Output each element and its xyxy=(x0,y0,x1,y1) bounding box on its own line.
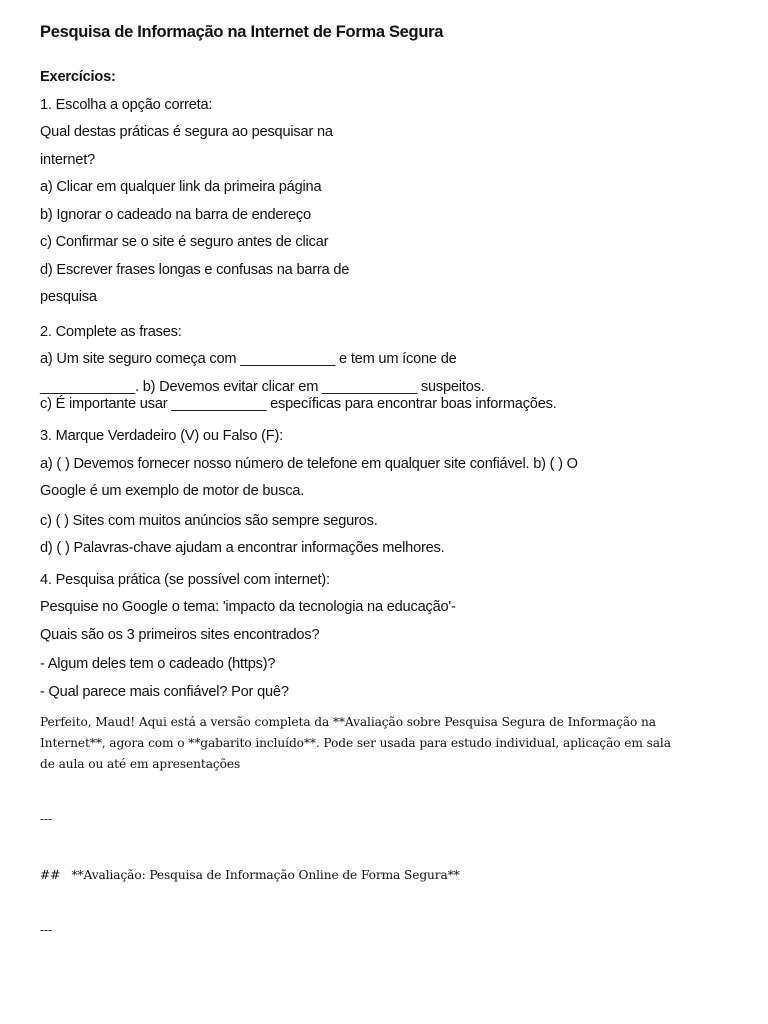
document-page xyxy=(40,20,730,940)
q4-heading: 4. Pesquisa prática (se possível com internet): xyxy=(40,571,330,588)
question-2 xyxy=(40,319,730,415)
separator-line: --- xyxy=(40,923,53,937)
q4-line-2: Quais são os 3 primeiros sites encontrados? xyxy=(40,626,320,643)
q1-question-line-1: Qual destas práticas é segura ao pesquisar na xyxy=(40,124,333,140)
q4-line-3: - Algum deles tem o cadeado (https)? xyxy=(40,656,276,672)
q3-line-2: Google é um exemplo de motor de busca. xyxy=(40,483,305,499)
q4-line-4: - Qual parece mais confiável? Por quê? xyxy=(40,683,289,700)
markdown-heading: ## **Avaliação: Pesquisa de Informação Online de Forma Segura** xyxy=(40,868,460,882)
note-paragraph: Perfeito, Maud! Aqui está a versão completa da **Avaliação sobre Pesquisa Segura de Informação na Internet**, agora com o **gabarito incluído**. Pode ser usada para estudo individual, aplicação em sala de aula ou até em apresentações xyxy=(40,715,671,771)
question-1 xyxy=(40,92,730,312)
q3-heading: 3. Marque Verdadeiro (V) ou Falso (F): xyxy=(40,428,284,444)
question-3 xyxy=(40,423,730,563)
q1-option-d-line-2: pesquisa xyxy=(40,289,97,305)
q2-line-1: a) Um site seguro começa com ____________ e tem um ícone de xyxy=(40,351,457,367)
question-4 xyxy=(40,567,730,707)
exercises-label: Exercícios: xyxy=(40,69,116,85)
separator-line: --- xyxy=(40,812,53,826)
q3-line-4: d) ( ) Palavras-chave ajudam a encontrar informações melhores. xyxy=(40,540,445,556)
q2-heading: 2. Complete as frases: xyxy=(40,323,182,340)
q3-line-3: c) ( ) Sites com muitos anúncios são sempre seguros. xyxy=(40,512,378,529)
q2-line-2: ____________. b) Devemos evitar clicar em ____________ suspeitos. xyxy=(40,378,485,395)
q1-option-b: b) Ignorar o cadeado na barra de endereço xyxy=(40,206,311,223)
q1-option-a: a) Clicar em qualquer link da primeira página xyxy=(40,179,322,195)
q1-heading: 1. Escolha a opção correta: xyxy=(40,96,213,113)
document-title: Pesquisa de Informação na Internet de Forma Segura xyxy=(40,23,444,41)
q1-question-line-2: internet? xyxy=(40,151,95,168)
q2-line-3: c) É importante usar ____________ específicas para encontrar boas informações. xyxy=(40,396,557,412)
q1-option-c: c) Confirmar se o site é seguro antes de clicar xyxy=(40,234,329,250)
q3-line-1: a) ( ) Devemos fornecer nosso número de telefone em qualquer site confiável. b) ( ) O xyxy=(40,455,578,472)
q4-line-1: Pesquise no Google o tema: 'impacto da tecnologia na educação'- xyxy=(40,599,456,615)
q1-option-d-line-1: d) Escrever frases longas e confusas na barra de xyxy=(40,261,350,278)
